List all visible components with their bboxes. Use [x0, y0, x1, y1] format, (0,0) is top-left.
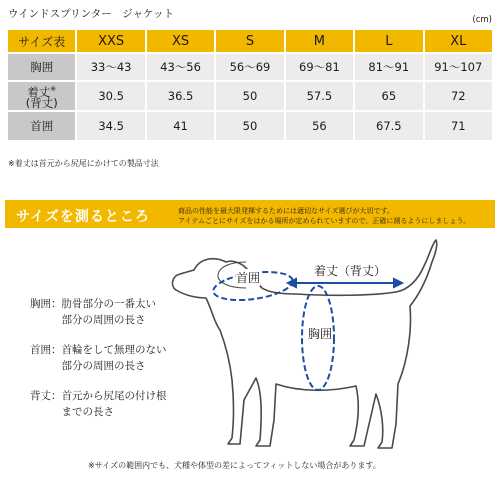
banner-note-line2: アイテムごとにサイズをはかる場所が定められていますので、正確に測るようにしましょう。 [178, 217, 471, 225]
size-header-l: L [355, 30, 422, 52]
product-title: ウインドスプリンター ジャケット [8, 8, 175, 20]
size-table-header-label: サイズ表 [8, 30, 75, 52]
banner-title: サイズを測るところ [16, 209, 150, 225]
explain-length [30, 388, 167, 420]
table-cell: 33〜43 [77, 54, 144, 80]
row-label-chest: 胸囲 [8, 54, 75, 80]
table-cell: 34.5 [77, 112, 144, 140]
size-header-m: M [286, 30, 353, 52]
size-header-xl: XL [425, 30, 492, 52]
diagram-chest-label: 胸囲 [308, 327, 333, 341]
footnote: ※サイズの範囲内でも、犬種や体型の差によってフィットしない場合があります。 [88, 461, 381, 470]
diagram-length-label: 着丈（背丈） [314, 264, 387, 278]
table-cell: 81〜91 [355, 54, 422, 80]
back-length-arrow-icon [288, 279, 402, 287]
table-cell: 65 [355, 82, 422, 110]
table-cell: 43〜56 [147, 54, 214, 80]
explain-neck [30, 342, 167, 374]
banner-note-line1: 商品の性能を最大限発揮するためには適切なサイズ選びが大切です。 [178, 207, 394, 215]
diagram-neck-label: 首囲 [236, 271, 261, 285]
explain-chest-line1: 胸囲：肋骨部分の一番太い [30, 298, 156, 310]
size-header-s: S [216, 30, 283, 52]
explain-length-line2: までの長さ [30, 406, 114, 418]
table-cell: 69〜81 [286, 54, 353, 80]
row-label-length-sub: (背丈) [25, 96, 58, 111]
explain-neck-line2: 部分の周囲の長さ [30, 360, 146, 372]
table-cell: 56 [286, 112, 353, 140]
table-cell: 57.5 [286, 82, 353, 110]
table-note: ※着丈は首元から尻尾にかけての製品寸法 [8, 159, 159, 168]
explain-chest [30, 296, 156, 328]
explain-neck-line1: 首囲：首輪をして無理のない [30, 344, 167, 356]
size-header-xs: XS [147, 30, 214, 52]
table-cell: 91〜107 [425, 54, 492, 80]
row-label-length-text: 着丈 [27, 84, 51, 99]
table-cell: 41 [147, 112, 214, 140]
explain-length-line1: 背丈：首元から尻尾の付け根 [30, 390, 167, 402]
table-cell: 36.5 [147, 82, 214, 110]
explain-chest-line2: 部分の周囲の長さ [30, 314, 146, 326]
table-cell: 67.5 [355, 112, 422, 140]
row-label-length-mark: ※ [50, 84, 57, 93]
table-cell: 30.5 [77, 82, 144, 110]
dog-silhouette-icon [173, 240, 437, 448]
table-cell: 72 [425, 82, 492, 110]
table-cell: 56〜69 [216, 54, 283, 80]
size-header-xxs: XXS [77, 30, 144, 52]
table-cell: 71 [425, 112, 492, 140]
table-cell: 50 [216, 112, 283, 140]
unit-label: (cm) [472, 15, 492, 25]
table-cell: 50 [216, 82, 283, 110]
row-label-neck: 首囲 [8, 112, 75, 140]
